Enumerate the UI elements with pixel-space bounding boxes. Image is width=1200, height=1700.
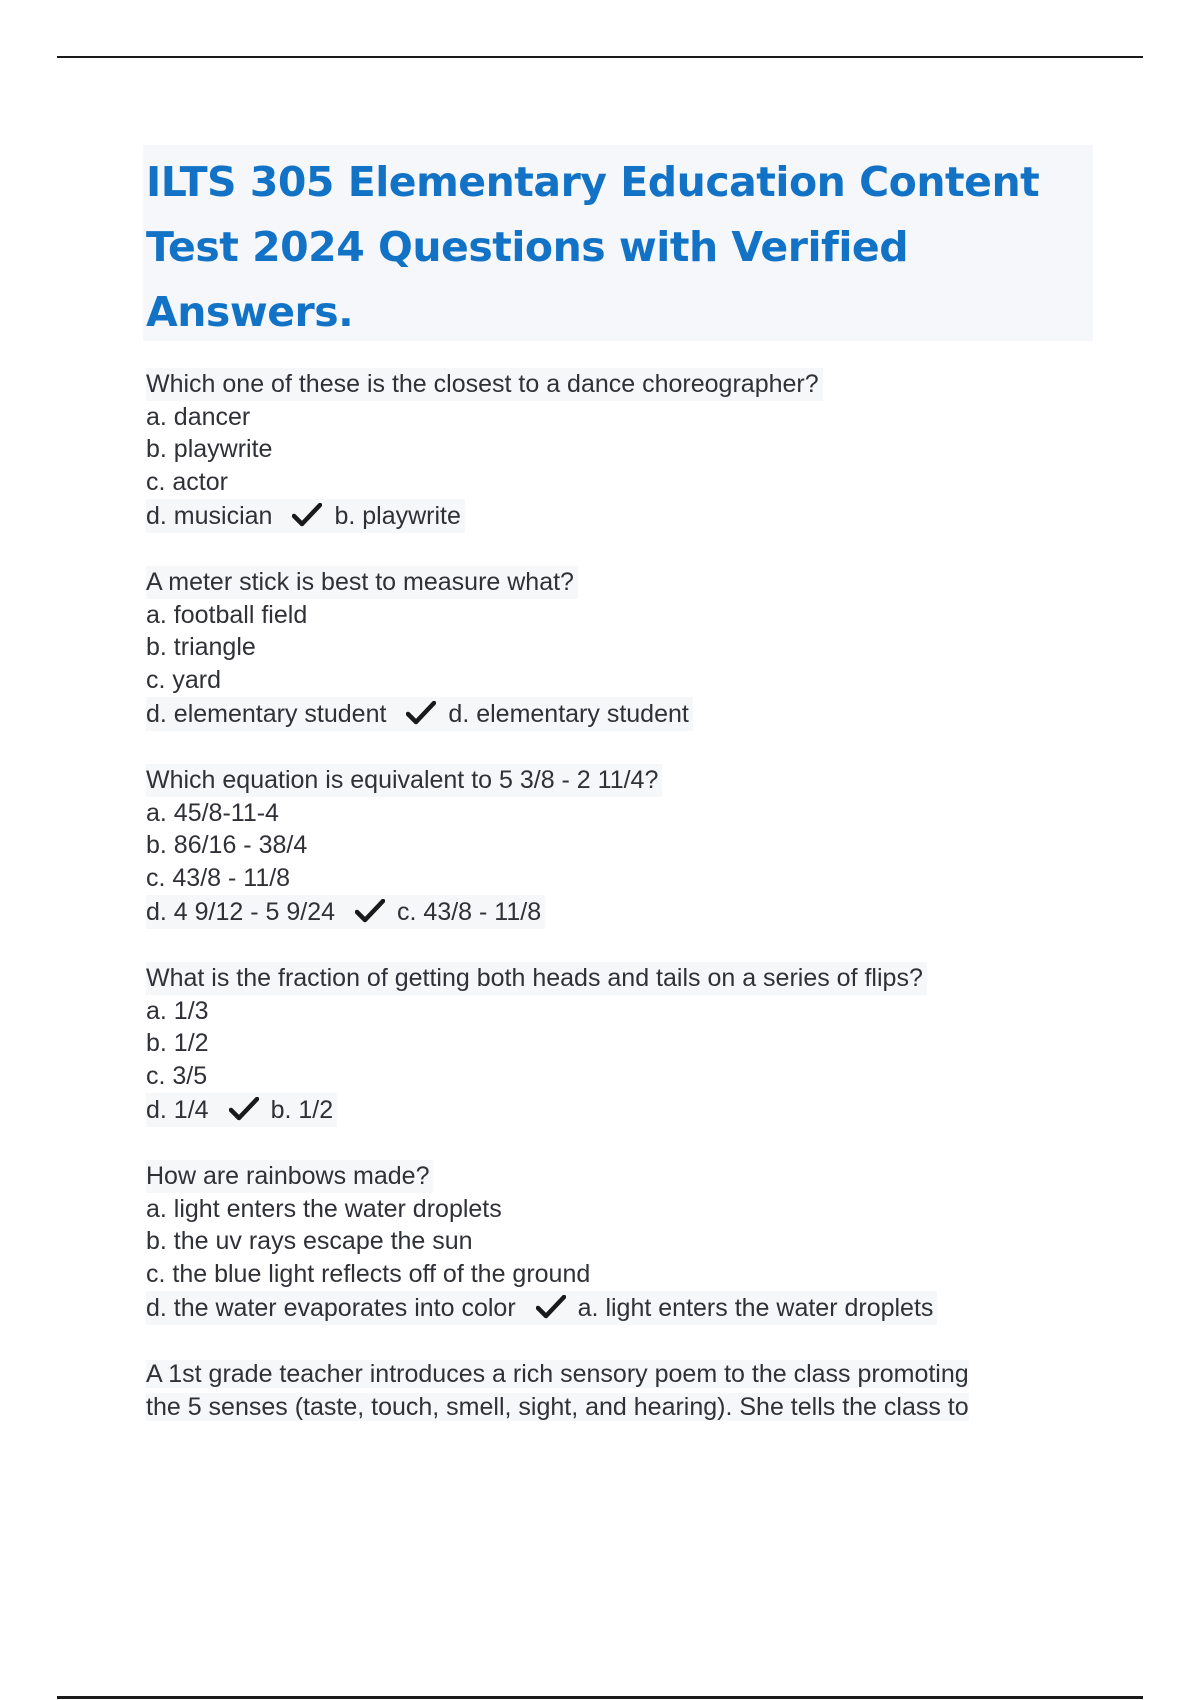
verified-answer: d. elementary student bbox=[448, 700, 689, 728]
option: d. musician bbox=[146, 502, 273, 530]
option: a. dancer bbox=[146, 402, 251, 431]
option: a. light enters the water droplets bbox=[146, 1194, 502, 1223]
bottom-rule bbox=[57, 1696, 1143, 1699]
option: d. elementary student bbox=[146, 700, 387, 728]
option: c. 3/5 bbox=[146, 1061, 208, 1090]
checkmark-icon bbox=[229, 1097, 259, 1121]
option: b. 86/16 - 38/4 bbox=[146, 831, 308, 859]
option: b. triangle bbox=[146, 633, 256, 661]
option: b. 1/2 bbox=[146, 1029, 209, 1057]
option: c. the blue light reflects off of the ground bbox=[146, 1259, 591, 1288]
checkmark-icon bbox=[292, 503, 322, 527]
passage-line: the 5 senses (taste, touch, smell, sight, and hearing). She tells the class to bbox=[146, 1392, 969, 1421]
checkmark-icon bbox=[406, 701, 436, 725]
question-block bbox=[146, 962, 1096, 1127]
question-block bbox=[146, 566, 1096, 731]
checkmark-icon bbox=[355, 899, 385, 923]
option: a. football field bbox=[146, 600, 308, 629]
question-stem: A meter stick is best to measure what? bbox=[146, 566, 578, 599]
option: d. the water evaporates into color bbox=[146, 1294, 516, 1322]
option: d. 4 9/12 - 5 9/24 bbox=[146, 898, 336, 926]
answer-row bbox=[146, 1093, 337, 1127]
question-block bbox=[146, 764, 1096, 929]
option: b. playwrite bbox=[146, 435, 273, 463]
document-title: ILTS 305 Elementary Education Content Test 2024 Questions with Verified Answers. bbox=[146, 158, 1040, 336]
option: d. 1/4 bbox=[146, 1096, 209, 1124]
option: a. 45/8-11-4 bbox=[146, 798, 279, 827]
option: b. the uv rays escape the sun bbox=[146, 1227, 473, 1255]
question-passage bbox=[146, 1358, 1096, 1423]
passage-line: A 1st grade teacher introduces a rich sensory poem to the class promoting bbox=[146, 1360, 969, 1388]
option: a. 1/3 bbox=[146, 996, 209, 1025]
verified-answer: b. 1/2 bbox=[270, 1096, 334, 1124]
question-block bbox=[146, 1160, 1096, 1325]
verified-answer: b. playwrite bbox=[334, 502, 461, 530]
option: c. yard bbox=[146, 665, 222, 694]
answer-row bbox=[146, 697, 693, 731]
question-stem: Which equation is equivalent to 5 3/8 - 2 11/4? bbox=[146, 764, 662, 797]
answer-row bbox=[146, 895, 545, 929]
question-stem: Which one of these is the closest to a dance choreographer? bbox=[146, 368, 823, 401]
top-rule bbox=[57, 56, 1143, 58]
question-stem: What is the fraction of getting both heads and tails on a series of flips? bbox=[146, 962, 927, 995]
option: c. actor bbox=[146, 467, 228, 496]
answer-row bbox=[146, 499, 465, 533]
question-block bbox=[146, 368, 1096, 533]
question-stem: How are rainbows made? bbox=[146, 1160, 433, 1193]
question-list bbox=[146, 368, 1096, 1423]
answer-row bbox=[146, 1291, 937, 1325]
option: c. 43/8 - 11/8 bbox=[146, 863, 291, 892]
verified-answer: c. 43/8 - 11/8 bbox=[397, 898, 542, 926]
verified-answer: a. light enters the water droplets bbox=[577, 1294, 934, 1322]
checkmark-icon bbox=[536, 1295, 566, 1319]
